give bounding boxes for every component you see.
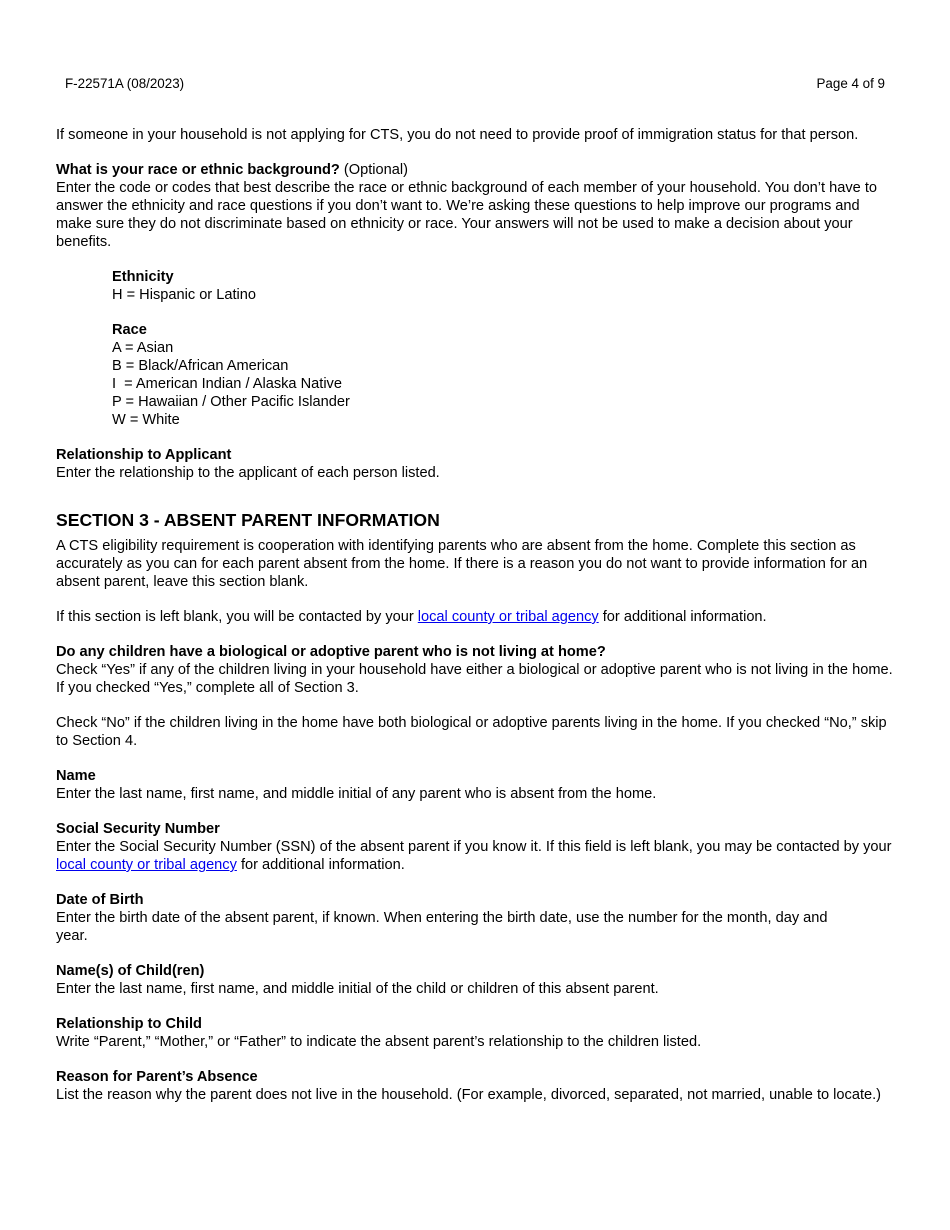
relationship-applicant-heading: Relationship to Applicant: [56, 447, 232, 463]
race-code: I = American Indian / Alaska Native: [112, 376, 342, 392]
race-question: [56, 161, 894, 179]
form-id: F-22571A (08/2023): [65, 76, 185, 91]
relationship-applicant-body: Enter the relationship to the applicant of each person listed.: [56, 465, 440, 481]
dob-body: Enter the birth date of the absent parent, if known. When entering the birth date, use the number for the month, day and year.: [56, 910, 828, 944]
race-code: W = White: [112, 412, 180, 428]
ethnicity-heading: Ethnicity: [112, 269, 174, 285]
section-3-title: SECTION 3 - ABSENT PARENT INFORMATION: [56, 510, 440, 530]
race-code: B = Black/African American: [112, 358, 289, 374]
relationship-child-heading: Relationship to Child: [56, 1016, 202, 1032]
page-content: [56, 126, 894, 1104]
race-code: P = Hawaiian / Other Pacific Islander: [112, 394, 350, 410]
children-body: Enter the last name, first name, and middle initial of the child or children of this absent parent.: [56, 981, 659, 997]
section-blank-note: [56, 608, 894, 626]
ethnicity-codes: [56, 268, 894, 304]
race-codes: [56, 321, 894, 429]
race-code: A = Asian: [112, 340, 174, 356]
relationship-child-body: Write “Parent,” “Mother,” or “Father” to indicate the absent parent’s relationship to the children listed.: [56, 1034, 702, 1050]
race-question-body: Enter the code or codes that best describe the race or ethnic background of each member of your household. You don’t have to answer the ethnicity and race questions if you don’t want to. We’re asking these questions to help improve our programs and make sure they do not discriminate based on ethnicity or race. Your answers will not be used to make a decision about your benefits.: [56, 180, 878, 250]
section-3-intro: A CTS eligibility requirement is cooperation with identifying parents who are absent from the home. Complete this section as accurately as you can for each parent absent from the home. If there is a reason you do not want to provide information for an absent parent, leave this section blank.: [56, 538, 868, 590]
race-heading: Race: [112, 322, 147, 338]
ssn-post: for additional information.: [236, 857, 405, 873]
name-body: Enter the last name, first name, and middle initial of any parent who is absent from the home.: [56, 786, 657, 802]
local-agency-link[interactable]: local county or tribal agency: [56, 857, 237, 873]
race-question-optional: (Optional): [343, 162, 408, 178]
bio-parent-no: Check “No” if the children living in the home have both biological or adoptive parents living in the home. If you checked “No,” skip to Section 4.: [56, 715, 887, 749]
ethnicity-code: H = Hispanic or Latino: [112, 287, 256, 303]
race-question-heading: What is your race or ethnic background?: [56, 162, 340, 178]
section-blank-pre: If this section is left blank, you will be contacted by your: [56, 609, 418, 625]
name-heading: Name: [56, 768, 96, 784]
immigration-note: If someone in your household is not applying for CTS, you do not need to provide proof of immigration status for that person.: [56, 127, 859, 143]
ssn-heading: Social Security Number: [56, 821, 220, 837]
ssn-pre: Enter the Social Security Number (SSN) of the absent parent if you know it. If this field is left blank, you may be contacted by your: [56, 839, 892, 855]
dob-heading: Date of Birth: [56, 892, 144, 908]
page-number: Page 4 of 9: [816, 76, 885, 91]
bio-parent-yes: Check “Yes” if any of the children living in your household have either a biological or adoptive parent who is not living in the home. If you checked “Yes,” complete all of Section 3.: [56, 662, 893, 696]
ssn-body: [56, 838, 894, 874]
bio-parent-heading: Do any children have a biological or adoptive parent who is not living at home?: [56, 644, 606, 660]
reason-heading: Reason for Parent’s Absence: [56, 1069, 258, 1085]
reason-body: List the reason why the parent does not live in the household. (For example, divorced, separated, not married, unable to locate.): [56, 1087, 882, 1103]
children-heading: Name(s) of Child(ren): [56, 963, 205, 979]
local-agency-link[interactable]: local county or tribal agency: [417, 609, 599, 625]
section-blank-post: for additional information.: [598, 609, 767, 625]
